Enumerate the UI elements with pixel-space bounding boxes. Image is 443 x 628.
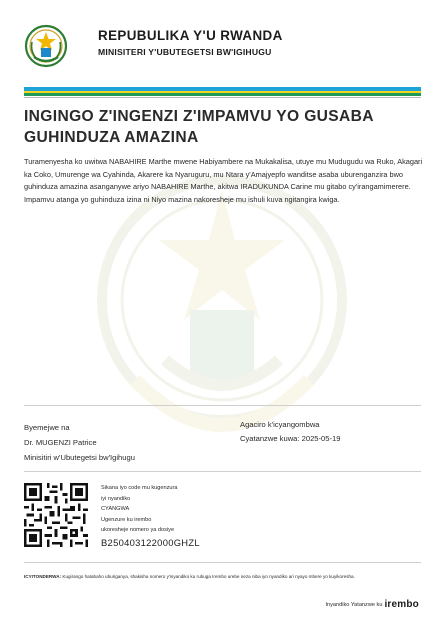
notice-label: ICYITONDERWA: — [24, 574, 62, 579]
validity-label: Agaciro k'icyangombwa — [240, 420, 320, 429]
rwanda-coat-of-arms-icon — [24, 24, 68, 68]
signer-name: Dr. MUGENZI Patrice — [24, 438, 97, 447]
signature-block — [24, 420, 224, 465]
qr-code-icon[interactable] — [24, 483, 88, 547]
application-number[interactable]: B250403122000GHZL — [101, 536, 200, 548]
issued-date: Cyatanzwe kuwa: 2025-05-19 — [240, 434, 341, 443]
ministry-name: MINISITERI Y'UBUTEGETSI BW'IGIHUGU — [98, 47, 272, 57]
document-body: Turamenyesha ko uwitwa NABAHIRE Marthe mwene Habiyambere na Mukakalisa, utuye mu Mudugudu wa Ruko, Akagari ka Coko, Umurenge wa Cyahinda, Akarere ka Nyaruguru, mu Ntara y'Amajyepfo wanditse asaba uburenganzira bwo guhinduza amazina asanganywe ariyo NABAHIRE Marthe, akitwa IRADUKUNDA Carine mu gitabo cy'irangamimerere. Impamvu atanga yo guhinduza izina ni Niyo mazina nakoresheje mu ishuli kuva ngitangira kwiga. — [24, 157, 423, 204]
country-name: REPUBULIKA Y'U RWANDA — [98, 28, 283, 43]
issuer-footer — [325, 599, 419, 610]
fraud-notice — [24, 572, 424, 582]
verification-instructions — [101, 483, 200, 548]
verify-line-1: Sikana iyo code mu kugenzura — [101, 485, 178, 491]
verify-line-5: ukoresheje nomero ya dosiye — [101, 527, 175, 533]
verify-line-2: iyi nyandiko — [101, 495, 131, 502]
document-title: INGINGO Z'INGENZI Z'IMPAMVU YO GUSABA GUHINDUZA AMAZINA — [24, 108, 374, 146]
notice-text: Kugirango hatabaho uburiganya, shakisha nomero y'inyandiko ku rubuga Irembo urebe neza niba iyo nyandiko ari nyayo mbere yo kuyikoresha. — [62, 574, 355, 579]
flag-stripes — [24, 87, 421, 98]
verify-line-3: CYANGWA — [101, 506, 130, 512]
stripe-divider — [24, 97, 421, 98]
verify-line-4: Ugenzure ku irembo — [101, 516, 152, 523]
issued-via-label: Inyandiko Yatanzwe ku — [325, 601, 383, 608]
section-divider — [24, 471, 421, 472]
approved-by-label: Byemejwe na — [24, 423, 70, 432]
section-divider — [24, 562, 421, 563]
irembo-logo[interactable]: irembo — [384, 599, 419, 610]
stripe-green — [24, 93, 421, 96]
section-divider — [24, 405, 421, 406]
validity-block — [240, 418, 430, 446]
signer-office: Minisitiri w'Ubutegetsi bw'Igihugu — [24, 453, 135, 462]
document-header — [24, 24, 419, 80]
